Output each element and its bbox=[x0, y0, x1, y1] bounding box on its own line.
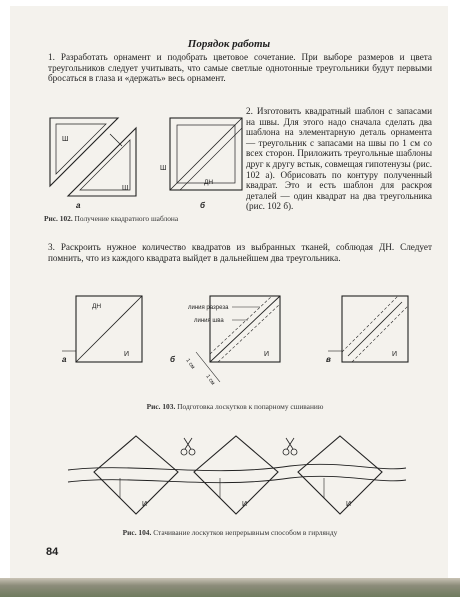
fig103a-grain-mark: ДН bbox=[92, 303, 102, 310]
figure-103-caption-number: Рис. 103. bbox=[146, 402, 176, 411]
fig104-diamond-3 bbox=[298, 436, 382, 514]
fig104-fabric-strip-top bbox=[68, 464, 406, 470]
paragraph-1: 1. Разработать орнамент и подобрать цветовое сочетание. При выборе размеров и цвета треугольников следует учитывать, что самые светлые однотонные треугольники будут первыми бросаться в глаза и «держать» весь орнамент. bbox=[48, 52, 432, 84]
fig104-diamond-1 bbox=[94, 436, 178, 514]
fig102-label-b: б bbox=[200, 201, 205, 210]
fig104-wrong-side-2: И bbox=[242, 501, 248, 508]
fig102b-grain-mark: ДН bbox=[204, 179, 214, 186]
fig102a-seam-mark-1: Ш bbox=[62, 136, 69, 143]
scissors-icon-2 bbox=[283, 438, 297, 455]
fig103v-wrong-side: И bbox=[392, 351, 398, 358]
fig103b-dim-1cm-b: 1 см bbox=[204, 373, 216, 387]
fig102-label-a: а bbox=[76, 201, 81, 210]
fig104-diamond-2 bbox=[194, 436, 278, 514]
fig103b-cut-line-label: линия разреза bbox=[188, 305, 229, 311]
fig102a-seam-mark-2: Ш bbox=[122, 185, 129, 192]
figure-102-caption-text: Получение квадратного шаблона bbox=[74, 214, 179, 223]
fig104-wrong-side-1: И bbox=[142, 501, 148, 508]
fig103-label-b: б bbox=[170, 355, 175, 364]
fig103b-wrong-side: И bbox=[264, 351, 270, 358]
fig104-wrong-side-3: И bbox=[346, 501, 352, 508]
figure-104-caption-text: Стачивание лоскутков непрерывным способом в гирлянду bbox=[153, 528, 338, 537]
figure-104 bbox=[10, 6, 448, 581]
section-title: Порядок работы bbox=[187, 38, 271, 50]
page-number: 84 bbox=[46, 546, 59, 558]
fig103a-wrong-side: И bbox=[124, 351, 130, 358]
figure-104-caption bbox=[50, 528, 410, 537]
fig104-fabric-strip-bottom bbox=[68, 476, 406, 482]
fig103b-dim-1cm-a: 1 см bbox=[184, 357, 196, 371]
fig103-label-v: в bbox=[326, 355, 331, 364]
figure-103-caption-text: Подготовка лоскутков к попарному сшиванию bbox=[177, 402, 324, 411]
paragraph-3: 3. Раскроить нужное количество квадратов из выбранных тканей, соблюдая ДН. Следует помнить, что из каждого квадрата выйдет в дальнейшем два треугольника. bbox=[48, 242, 432, 263]
fig103b-seam-line-label: линия шва bbox=[194, 318, 224, 324]
page-edge-shadow bbox=[0, 578, 460, 597]
fig102b-seam-mark: Ш bbox=[160, 165, 167, 172]
figure-102-caption-number: Рис. 102. bbox=[44, 214, 73, 223]
figure-104-caption-number: Рис. 104. bbox=[122, 528, 152, 537]
fig103-label-a: а bbox=[62, 355, 67, 364]
paragraph-2: 2. Изготовить квадратный шаблон с запасами на швы. Для этого надо сначала сделать два шаблона на элементарную деталь орнамента — треугольник с запасами на швы по 1 см со всех сторон. Приложить треугольные шаблоны друг к другу встык, совмещая гипотенузы (рис. 102 а). Обрисовать по контуру полученный квадрат. Это и есть шаблон для раскроя деталей — один квадрат на два треугольника (рис. 102 б). bbox=[246, 106, 432, 212]
book-page bbox=[10, 6, 448, 581]
scissors-icon-1 bbox=[181, 438, 195, 455]
